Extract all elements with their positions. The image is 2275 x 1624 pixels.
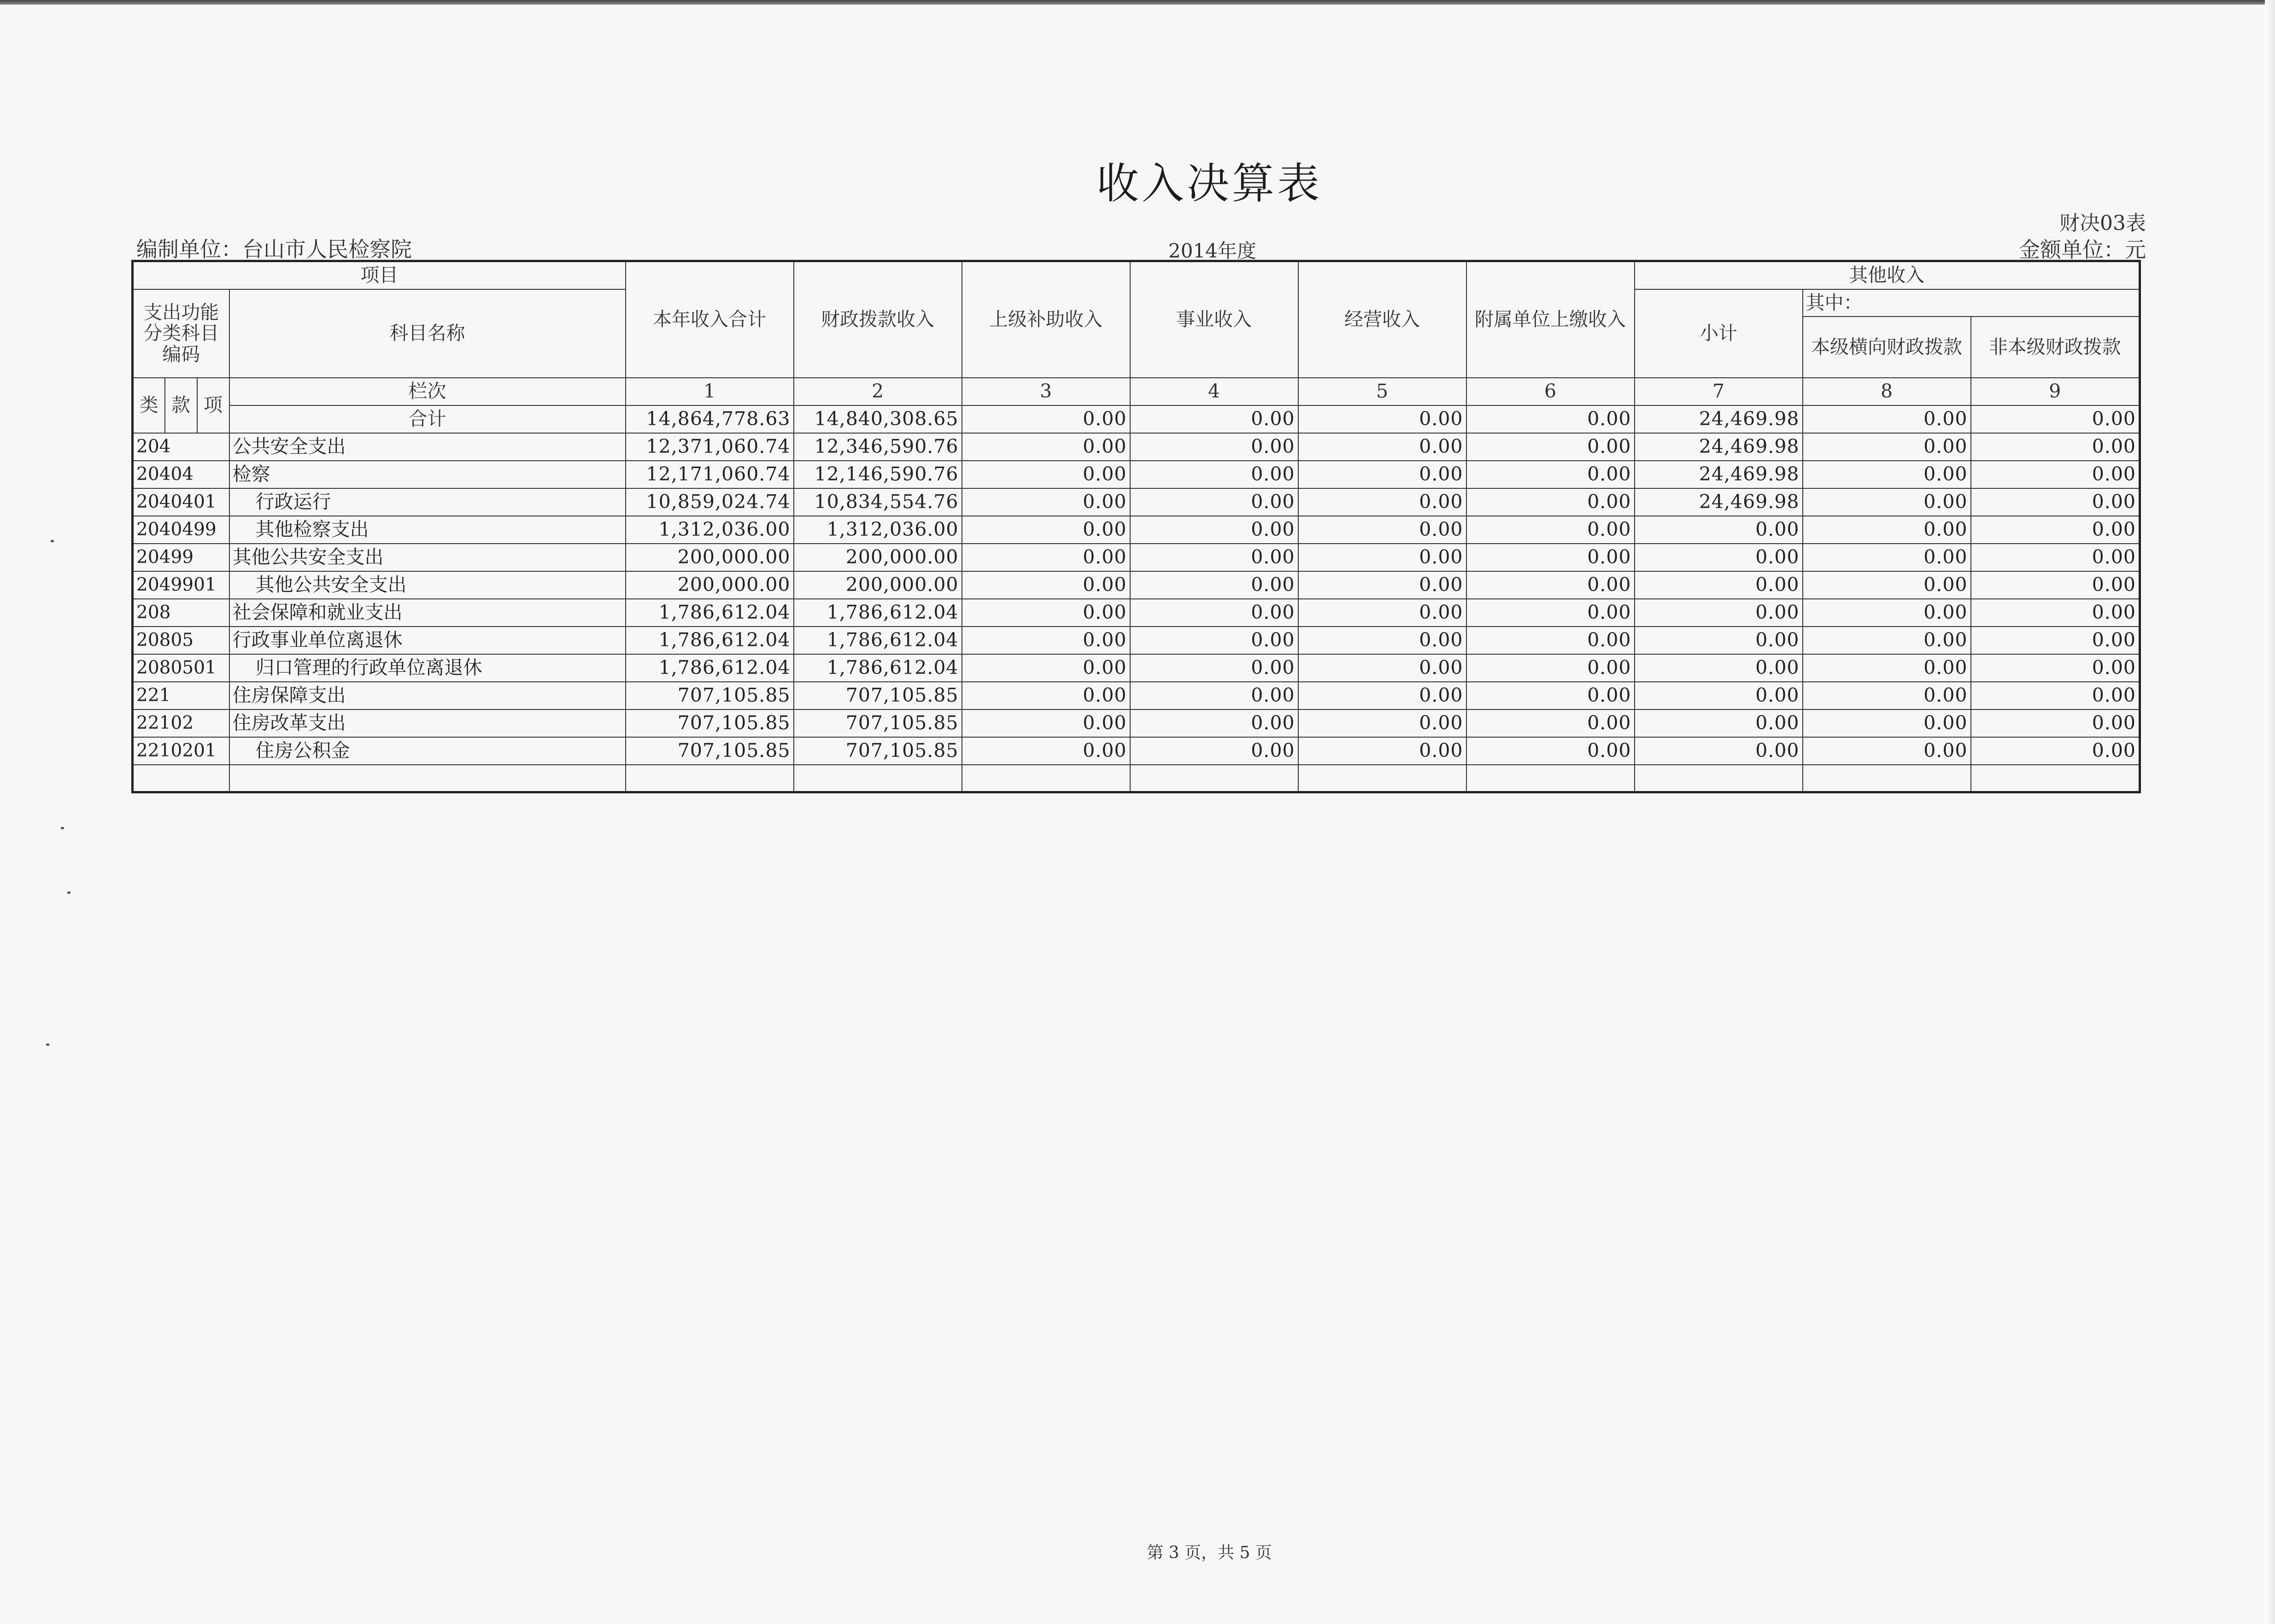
amount-cell: 200,000.00 [626, 544, 794, 571]
col-number: 2 [794, 378, 962, 405]
subject-code: 2040499 [133, 516, 229, 544]
blank-cell [229, 765, 626, 792]
amount-cell: 0.00 [1466, 516, 1635, 544]
subject-code: 20404 [133, 461, 229, 488]
amount-cell: 0.00 [962, 682, 1130, 709]
subject-name: 其他公共安全支出 [229, 544, 626, 571]
amount-cell: 1,786,612.04 [626, 627, 794, 654]
amount-cell: 0.00 [1298, 544, 1466, 571]
col-number: 8 [1803, 378, 1971, 405]
header-fiscal-appropriation: 财政拨款收入 [794, 261, 962, 378]
header-code-group: 支出功能分类科目编码 [133, 289, 229, 378]
amount-cell: 0.00 [1130, 682, 1298, 709]
blank-cell [133, 765, 229, 792]
amount-cell: 0.00 [962, 433, 1130, 461]
amount-cell: 12,171,060.74 [626, 461, 794, 488]
table-code: 财决03表 [2059, 211, 2146, 235]
col-number: 3 [962, 378, 1130, 405]
amount-cell: 0.00 [1466, 654, 1635, 682]
amount-cell: 0.00 [962, 654, 1130, 682]
total-cell: 0.00 [962, 405, 1130, 433]
header-subtotal: 小计 [1635, 289, 1803, 378]
amount-cell: 0.00 [1971, 737, 2140, 765]
amount-cell: 0.00 [1635, 737, 1803, 765]
amount-cell: 0.00 [1298, 516, 1466, 544]
amount-cell: 0.00 [1466, 544, 1635, 571]
blank-cell [1466, 765, 1635, 792]
header-project: 项目 [133, 261, 626, 290]
amount-cell: 0.00 [1635, 571, 1803, 599]
amount-cell: 0.00 [962, 571, 1130, 599]
amount-cell: 0.00 [1635, 516, 1803, 544]
amount-cell: 0.00 [962, 516, 1130, 544]
amount-cell: 0.00 [1971, 654, 2140, 682]
table-row [133, 627, 2140, 654]
income-final-accounts-table [131, 260, 2141, 793]
amount-cell: 0.00 [1298, 461, 1466, 488]
amount-cell: 0.00 [1298, 709, 1466, 737]
subject-code: 20499 [133, 544, 229, 571]
amount-cell: 0.00 [1130, 599, 1298, 627]
scan-speck [67, 891, 70, 894]
amount-cell: 0.00 [1971, 544, 2140, 571]
col-number: 9 [1971, 378, 2140, 405]
table-row [133, 433, 2140, 461]
col-number: 7 [1635, 378, 1803, 405]
amount-cell: 0.00 [1130, 433, 1298, 461]
table-row [133, 599, 2140, 627]
total-cell: 0.00 [1803, 405, 1971, 433]
subject-name: 住房保障支出 [229, 682, 626, 709]
amount-cell: 0.00 [1466, 627, 1635, 654]
amount-cell: 0.00 [1298, 627, 1466, 654]
amount-cell: 707,105.85 [794, 709, 962, 737]
subject-name: 归口管理的行政单位离退休 [229, 654, 626, 682]
blank-row [133, 765, 2140, 792]
amount-cell: 0.00 [1130, 544, 1298, 571]
header-subject-name: 科目名称 [229, 289, 626, 378]
amount-cell: 0.00 [1130, 654, 1298, 682]
amount-cell: 707,105.85 [626, 709, 794, 737]
amount-cell: 0.00 [962, 599, 1130, 627]
amount-cell: 1,786,612.04 [626, 654, 794, 682]
amount-cell: 0.00 [962, 709, 1130, 737]
subject-name: 社会保障和就业支出 [229, 599, 626, 627]
amount-cell: 0.00 [1803, 516, 1971, 544]
total-cell: 0.00 [1466, 405, 1635, 433]
table-row [133, 488, 2140, 516]
amount-cell: 0.00 [1466, 682, 1635, 709]
amount-cell: 0.00 [1971, 461, 2140, 488]
header-operating-income: 经营收入 [1298, 261, 1466, 378]
scan-top-edge [0, 0, 2275, 5]
col-number: 5 [1298, 378, 1466, 405]
amount-cell: 1,786,612.04 [794, 599, 962, 627]
amount-cell: 0.00 [962, 627, 1130, 654]
subject-name: 其他公共安全支出 [229, 571, 626, 599]
subject-code: 2080501 [133, 654, 229, 682]
amount-cell: 707,105.85 [626, 737, 794, 765]
amount-cell: 24,469.98 [1635, 488, 1803, 516]
subject-code: 208 [133, 599, 229, 627]
amount-cell: 0.00 [1130, 709, 1298, 737]
header-kuan: 款 [165, 378, 197, 433]
amount-cell: 0.00 [1971, 599, 2140, 627]
amount-cell: 0.00 [1130, 461, 1298, 488]
amount-cell: 1,312,036.00 [794, 516, 962, 544]
amount-cell: 0.00 [1298, 737, 1466, 765]
header-superior-subsidy: 上级补助收入 [962, 261, 1130, 378]
header-lei: 类 [133, 378, 165, 433]
subject-name: 公共安全支出 [229, 433, 626, 461]
subject-name: 其他检察支出 [229, 516, 626, 544]
amount-cell: 707,105.85 [794, 682, 962, 709]
amount-cell: 0.00 [1130, 737, 1298, 765]
amount-cell: 0.00 [1971, 488, 2140, 516]
table-row [133, 571, 2140, 599]
amount-cell: 1,786,612.04 [794, 627, 962, 654]
subject-name: 行政运行 [229, 488, 626, 516]
header-xiang: 项 [197, 378, 229, 433]
amount-cell: 0.00 [1466, 599, 1635, 627]
subject-code: 2049901 [133, 571, 229, 599]
amount-cell: 24,469.98 [1635, 461, 1803, 488]
blank-cell [1803, 765, 1971, 792]
amount-cell: 0.00 [1803, 488, 1971, 516]
amount-cell: 0.00 [1803, 599, 1971, 627]
table-row [133, 709, 2140, 737]
amount-cell: 0.00 [1803, 709, 1971, 737]
amount-cell: 0.00 [1466, 571, 1635, 599]
blank-cell [1971, 765, 2140, 792]
scan-speck [51, 540, 54, 542]
scan-speck [46, 1044, 49, 1046]
amount-cell: 0.00 [962, 737, 1130, 765]
amount-cell: 0.00 [1130, 627, 1298, 654]
subject-name: 检察 [229, 461, 626, 488]
table-row [133, 516, 2140, 544]
amount-cell: 0.00 [1803, 682, 1971, 709]
amount-cell: 0.00 [1130, 488, 1298, 516]
amount-cell: 1,786,612.04 [794, 654, 962, 682]
amount-cell: 707,105.85 [626, 682, 794, 709]
subject-code: 2210201 [133, 737, 229, 765]
header-subsidiary-turnover: 附属单位上缴收入 [1466, 261, 1635, 378]
blank-cell [626, 765, 794, 792]
amount-cell: 200,000.00 [626, 571, 794, 599]
amount-cell: 0.00 [1635, 599, 1803, 627]
total-cell: 24,469.98 [1635, 405, 1803, 433]
table-row [133, 654, 2140, 682]
amount-cell: 0.00 [1971, 571, 2140, 599]
amount-cell: 0.00 [1635, 709, 1803, 737]
amount-cell: 1,786,612.04 [626, 599, 794, 627]
amount-cell: 0.00 [1298, 599, 1466, 627]
amount-cell: 0.00 [1466, 461, 1635, 488]
amount-cell: 0.00 [1635, 627, 1803, 654]
total-row [133, 405, 2140, 433]
header-of-which: 其中： [1803, 289, 2140, 317]
header-other-income: 其他收入 [1635, 261, 2140, 290]
amount-cell: 0.00 [1298, 654, 1466, 682]
amount-cell: 0.00 [1466, 737, 1635, 765]
amount-cell: 0.00 [1971, 627, 2140, 654]
header-business-income: 事业收入 [1130, 261, 1298, 378]
total-cell: 0.00 [1971, 405, 2140, 433]
amount-cell: 12,346,590.76 [794, 433, 962, 461]
total-cell: 0.00 [1130, 405, 1298, 433]
amount-cell: 0.00 [1803, 737, 1971, 765]
amount-unit: 金额单位：元 [2019, 237, 2146, 262]
total-cell: 14,864,778.63 [626, 405, 794, 433]
compiling-unit: 编制单位：台山市人民检察院 [136, 237, 412, 262]
total-cell: 0.00 [1298, 405, 1466, 433]
total-label: 合计 [229, 405, 626, 433]
amount-cell: 0.00 [1971, 433, 2140, 461]
amount-cell: 0.00 [962, 461, 1130, 488]
blank-cell [794, 765, 962, 792]
blank-cell [1298, 765, 1466, 792]
amount-cell: 10,859,024.74 [626, 488, 794, 516]
amount-cell: 0.00 [1803, 654, 1971, 682]
amount-cell: 0.00 [1971, 709, 2140, 737]
amount-cell: 0.00 [1971, 682, 2140, 709]
amount-cell: 200,000.00 [794, 571, 962, 599]
amount-cell: 0.00 [1298, 433, 1466, 461]
subject-code: 22102 [133, 709, 229, 737]
col-number: 6 [1466, 378, 1635, 405]
subject-name: 住房改革支出 [229, 709, 626, 737]
amount-cell: 0.00 [1803, 544, 1971, 571]
total-cell: 14,840,308.65 [794, 405, 962, 433]
table-row [133, 461, 2140, 488]
subject-code: 204 [133, 433, 229, 461]
subject-code: 20805 [133, 627, 229, 654]
amount-cell: 12,371,060.74 [626, 433, 794, 461]
header-total-income: 本年收入合计 [626, 261, 794, 378]
scan-right-edge [2265, 0, 2275, 1624]
amount-cell: 0.00 [1130, 516, 1298, 544]
subject-name: 住房公积金 [229, 737, 626, 765]
amount-cell: 0.00 [1298, 488, 1466, 516]
amount-cell: 1,312,036.00 [626, 516, 794, 544]
table-row [133, 682, 2140, 709]
amount-cell: 0.00 [1803, 433, 1971, 461]
blank-cell [1635, 765, 1803, 792]
subject-code: 221 [133, 682, 229, 709]
blank-cell [962, 765, 1130, 792]
col-number: 4 [1130, 378, 1298, 405]
amount-cell: 0.00 [1803, 571, 1971, 599]
amount-cell: 0.00 [1635, 682, 1803, 709]
amount-cell: 0.00 [1635, 544, 1803, 571]
amount-cell: 0.00 [1466, 488, 1635, 516]
amount-cell: 0.00 [1298, 571, 1466, 599]
amount-cell: 24,469.98 [1635, 433, 1803, 461]
amount-cell: 0.00 [1466, 433, 1635, 461]
page-title: 收入决算表 [1096, 159, 1322, 208]
header-same-level-appropriation: 本级横向财政拨款 [1803, 317, 1971, 378]
table-row [133, 544, 2140, 571]
amount-cell: 0.00 [1971, 516, 2140, 544]
header-non-same-level-appropriation: 非本级财政拨款 [1971, 317, 2140, 378]
subject-code: 2040401 [133, 488, 229, 516]
header-lanci: 栏次 [229, 378, 626, 405]
amount-cell: 0.00 [1130, 571, 1298, 599]
amount-cell: 0.00 [1298, 682, 1466, 709]
table-row [133, 737, 2140, 765]
amount-cell: 0.00 [1803, 627, 1971, 654]
amount-cell: 0.00 [1466, 709, 1635, 737]
amount-cell: 0.00 [1635, 654, 1803, 682]
amount-cell: 10,834,554.76 [794, 488, 962, 516]
amount-cell: 0.00 [962, 488, 1130, 516]
amount-cell: 0.00 [962, 544, 1130, 571]
fiscal-year: 2014年度 [1168, 240, 1256, 262]
scan-speck [61, 827, 64, 829]
amount-cell: 200,000.00 [794, 544, 962, 571]
amount-cell: 707,105.85 [794, 737, 962, 765]
blank-cell [1130, 765, 1298, 792]
amount-cell: 12,146,590.76 [794, 461, 962, 488]
page-number: 第 3 页，共 5 页 [1147, 1543, 1272, 1562]
subject-name: 行政事业单位离退休 [229, 627, 626, 654]
col-number: 1 [626, 378, 794, 405]
amount-cell: 0.00 [1803, 461, 1971, 488]
